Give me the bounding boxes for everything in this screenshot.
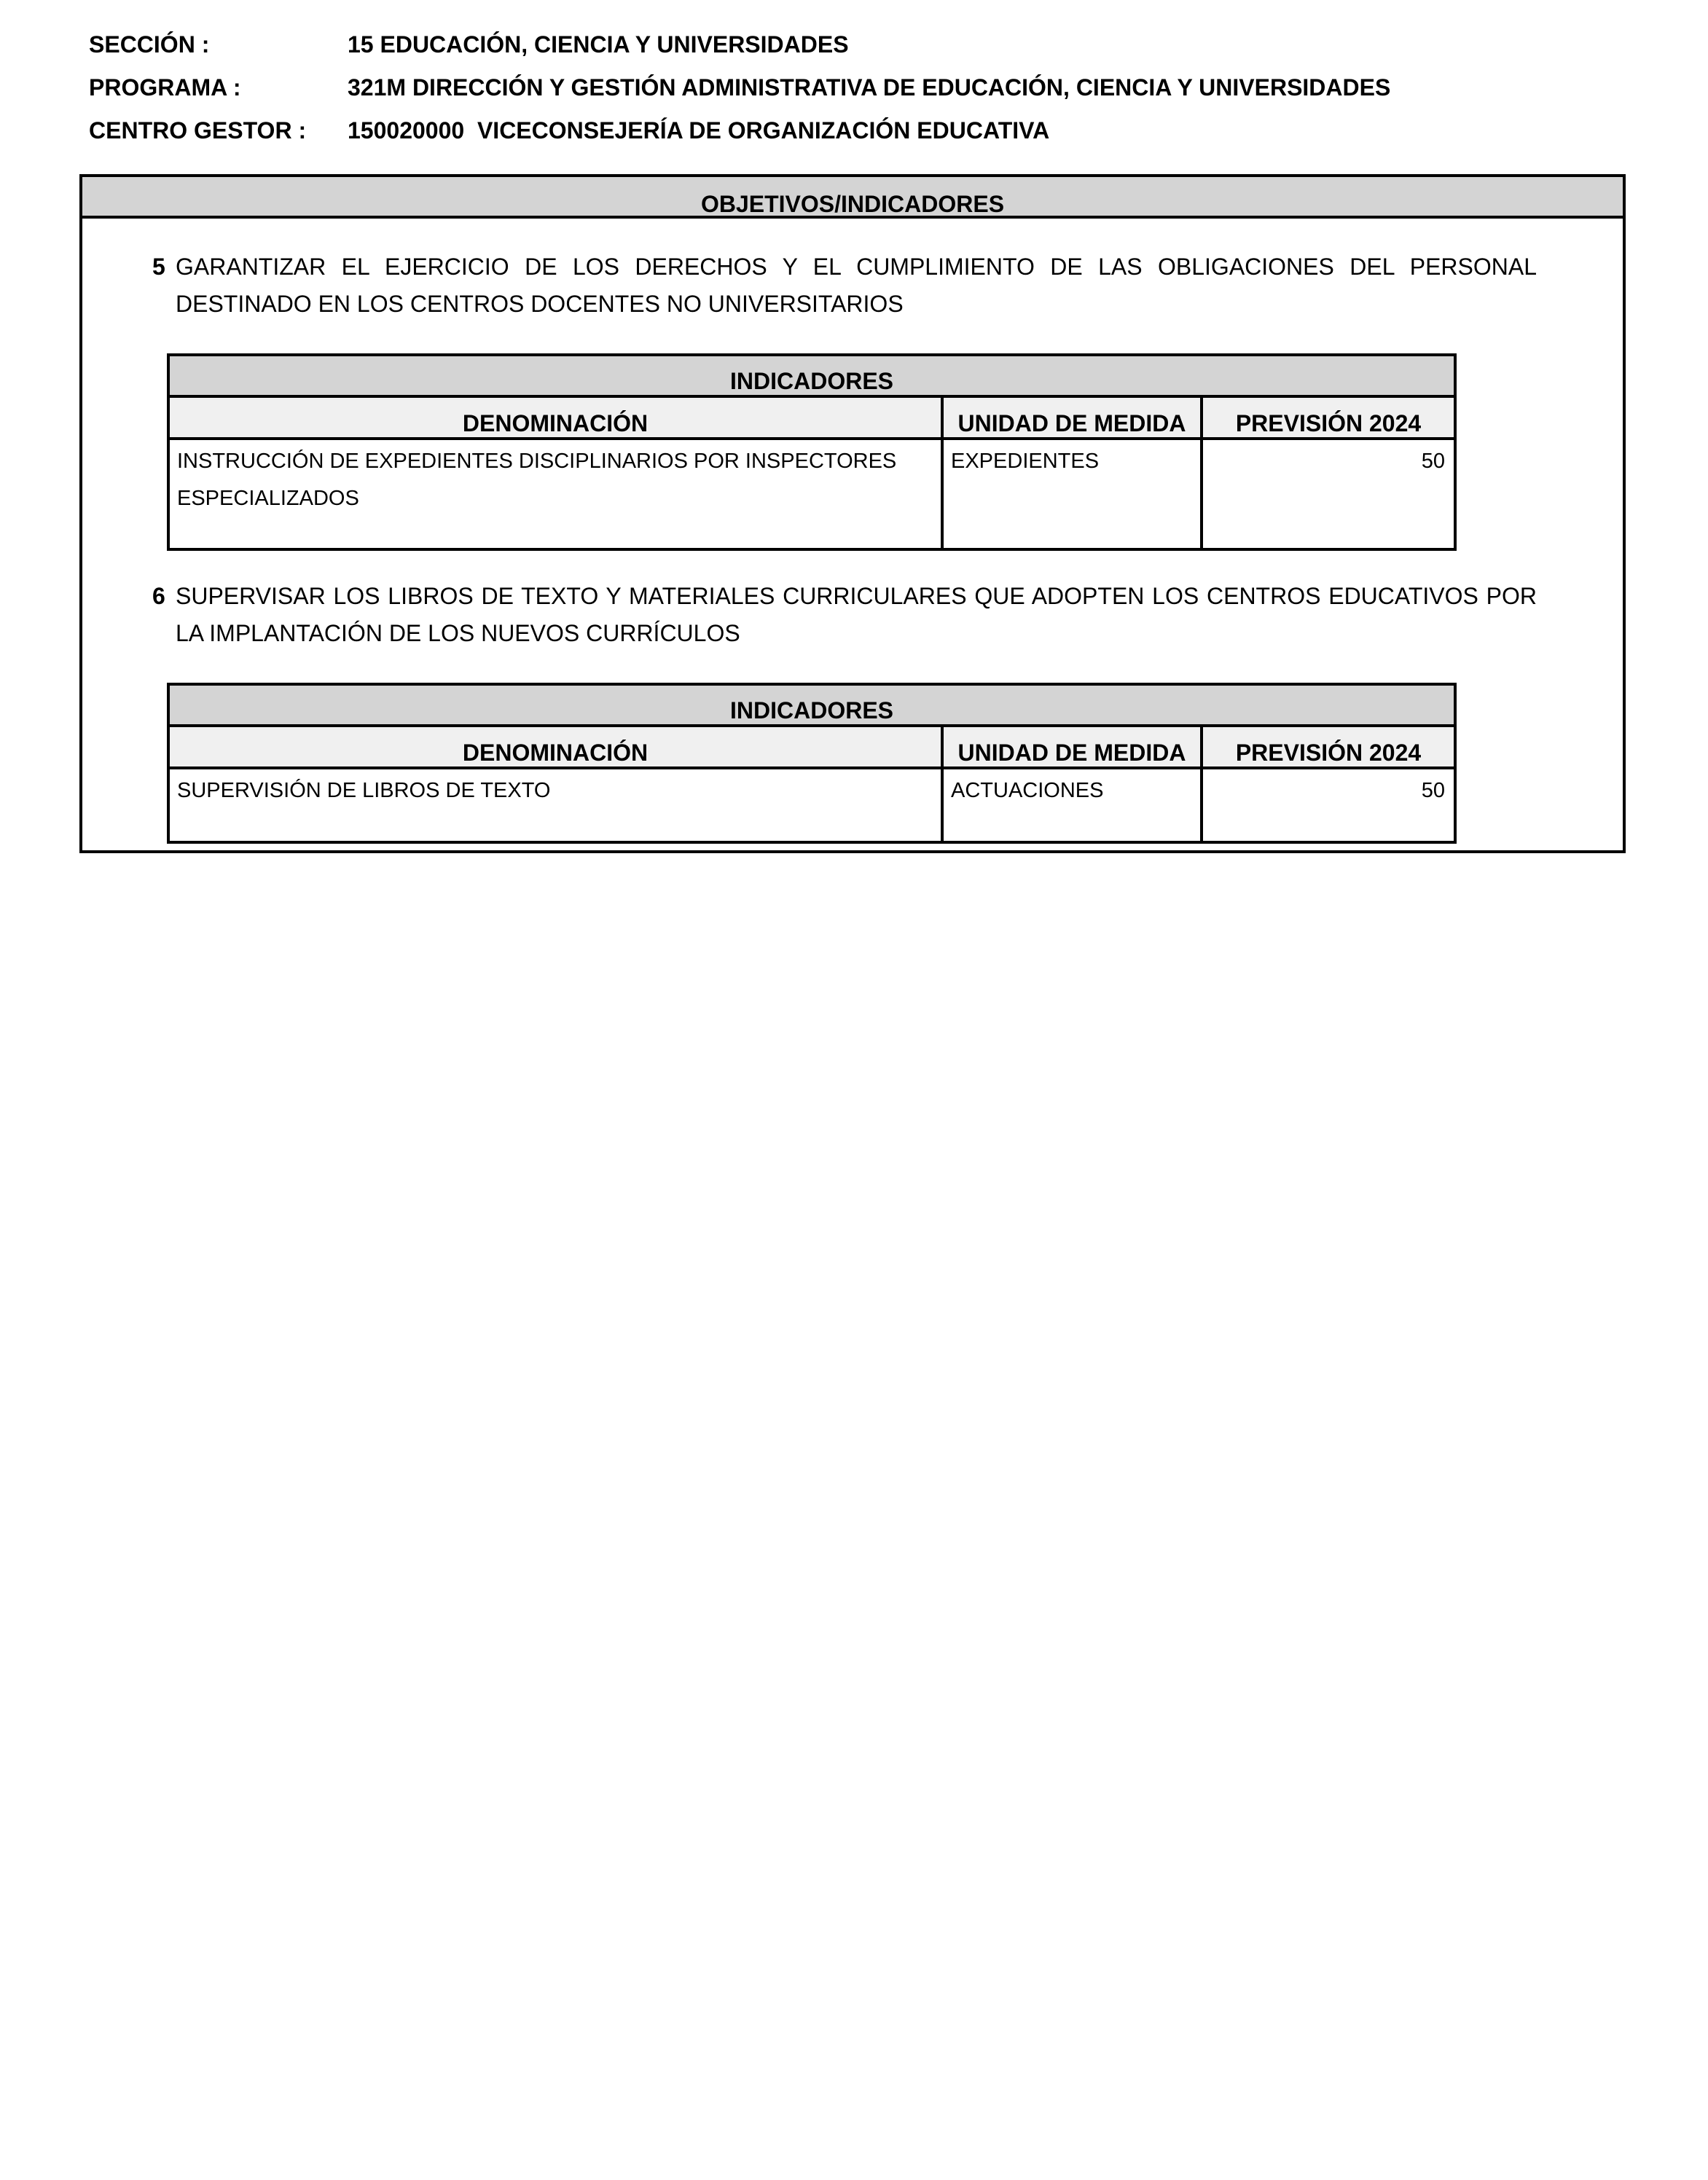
objective-5	[152, 248, 1537, 323]
objectives-box	[79, 174, 1626, 853]
indicators-table-6	[167, 683, 1457, 844]
table-row	[170, 440, 1454, 548]
column-header-denominacion: DENOMINACIÓN	[170, 398, 944, 437]
table-row	[170, 769, 1454, 841]
unidad-text: ACTUACIONES	[951, 779, 1104, 802]
header-row-programa	[89, 66, 1619, 109]
objectives-title-text: OBJETIVOS/INDICADORES	[700, 191, 1005, 217]
centro-gestor-label: CENTRO GESTOR :	[89, 117, 307, 144]
header-row-seccion	[89, 23, 1619, 66]
objective-text: SUPERVISAR LOS LIBROS DE TEXTO Y MATERIALES CURRICULARES QUE ADOPTEN LOS CENTROS EDUCATIVOS POR LA IMPLANTACIÓN DE LOS NUEVOS CURRÍCULOS	[176, 583, 1537, 646]
indicators-table-header	[170, 727, 1454, 769]
objectives-box-title	[82, 177, 1623, 219]
row-prevision: 50	[1421, 450, 1445, 473]
seccion-label: SECCIÓN :	[89, 31, 210, 58]
indicators-title-text: INDICADORES	[729, 697, 893, 724]
indicators-table-5	[167, 353, 1457, 551]
column-header-denominacion: DENOMINACIÓN	[170, 727, 944, 766]
row-unidad	[944, 440, 1203, 548]
header-row-centro	[89, 109, 1619, 152]
row-prevision: 50	[1421, 779, 1445, 802]
indicators-table-title	[170, 686, 1454, 727]
denominacion-text: SUPERVISIÓN DE LIBROS DE TEXTO	[177, 779, 551, 802]
row-denominacion	[170, 440, 944, 548]
denominacion-text: INSTRUCCIÓN DE EXPEDIENTES DISCIPLINARIOS POR INSPECTORES ESPECIALIZADOS	[177, 450, 897, 510]
column-header-unidad: UNIDAD DE MEDIDA	[944, 398, 1203, 437]
row-denominacion	[170, 769, 944, 841]
centro-gestor-value: 150020000 VICECONSEJERÍA DE ORGANIZACIÓN EDUCATIVA	[348, 117, 1050, 144]
objective-6	[152, 578, 1537, 652]
column-header-unidad: UNIDAD DE MEDIDA	[944, 727, 1203, 766]
row-unidad	[944, 769, 1203, 841]
objective-number: 5	[152, 254, 165, 280]
indicators-table-title	[170, 356, 1454, 398]
indicators-table-header	[170, 398, 1454, 440]
objective-number: 6	[152, 583, 165, 609]
column-header-prevision: PREVISIÓN 2024	[1235, 740, 1422, 766]
document-header	[89, 23, 1619, 152]
programa-value: 321M DIRECCIÓN Y GESTIÓN ADMINISTRATIVA DE EDUCACIÓN, CIENCIA Y UNIVERSIDADES	[348, 74, 1391, 101]
unidad-text: EXPEDIENTES	[951, 450, 1100, 473]
objective-text: GARANTIZAR EL EJERCICIO DE LOS DERECHOS Y EL CUMPLIMIENTO DE LAS OBLIGACIONES DEL PERSONAL DESTINADO EN LOS CENTROS DOCENTES NO UNIVERSITARIOS	[176, 254, 1537, 317]
seccion-value: 15 EDUCACIÓN, CIENCIA Y UNIVERSIDADES	[348, 31, 849, 58]
column-header-prevision: PREVISIÓN 2024	[1235, 410, 1422, 436]
programa-label: PROGRAMA :	[89, 74, 241, 101]
indicators-title-text: INDICADORES	[729, 368, 893, 394]
